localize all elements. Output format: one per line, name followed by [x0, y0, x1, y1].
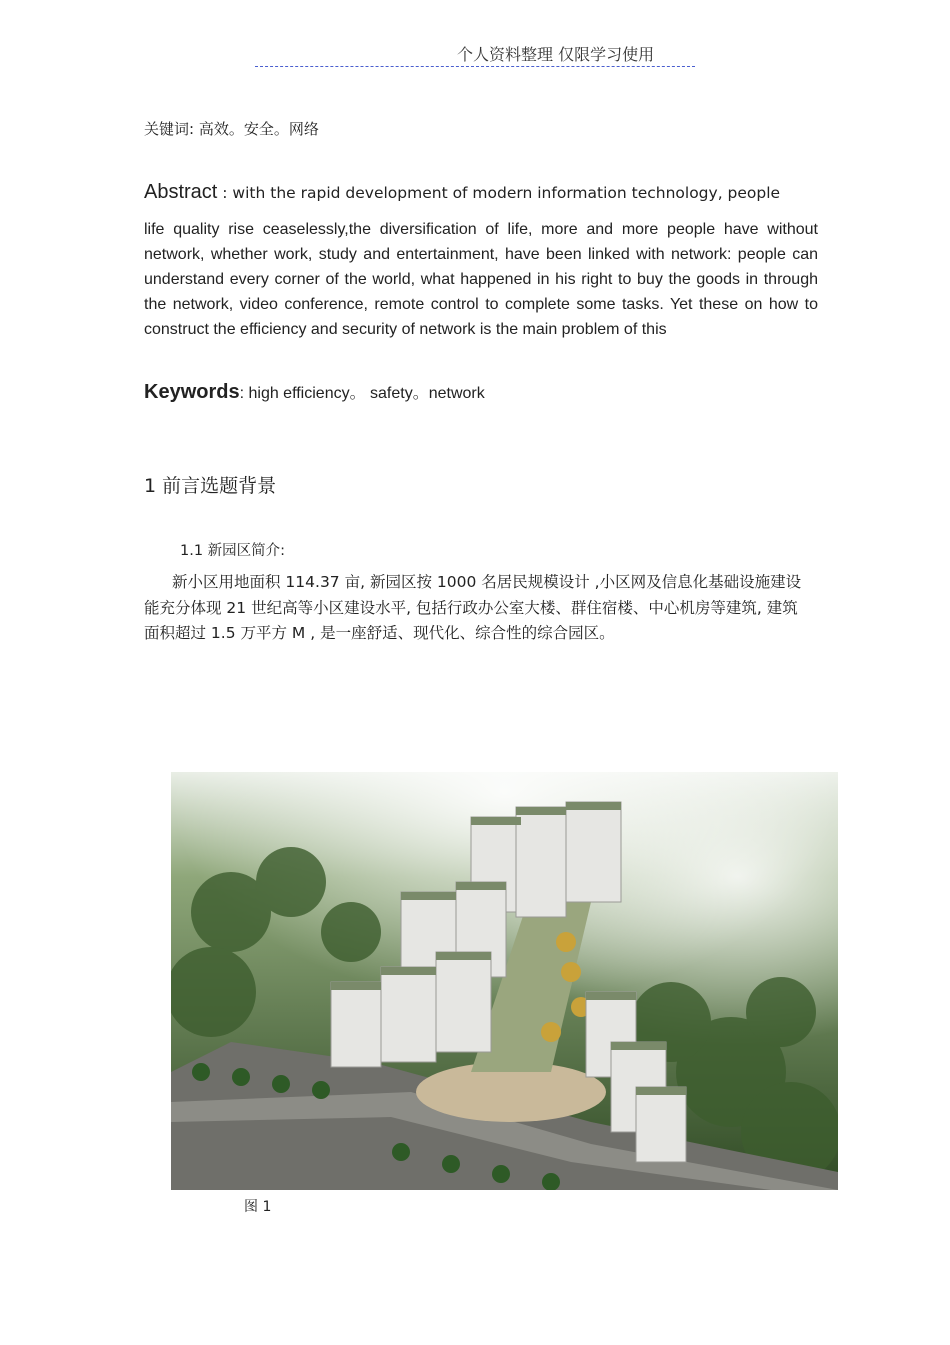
keywords-label: Keywords [144, 381, 240, 403]
page-header [255, 40, 695, 67]
figure-caption: 图 1 [244, 1199, 272, 1215]
keywords-text: : high efficiency。 safety。network [239, 385, 485, 402]
abstract-heading [144, 181, 780, 204]
english-keywords [144, 380, 485, 404]
section-1-1-paragraph [144, 570, 804, 647]
section-1-1-title: 1.1 新园区简介: [180, 543, 286, 559]
abstract-first-line: : with the rapid development of modern information technology, people [217, 184, 781, 202]
chinese-keywords: 关键词: 高效。安全。网络 [144, 120, 319, 138]
section-1-title: 1 前言选题背景 [144, 475, 277, 497]
abstract-label: Abstract [144, 181, 218, 203]
campus-aerial-image [171, 772, 838, 1190]
header-text: 个人资料整理 仅限学习使用 [457, 45, 655, 64]
abstract-body: life quality rise ceaselessly,the diversification of life, more and more people have without network, whether work, study and entertainment, have been linked with network: people can understand every corner of the world, what happened in his right to buy the goods in through the network, video conference, remote control to complete some tasks. Yet these on how to construct the efficiency and security of network is the main problem of this [144, 221, 818, 338]
aerial-illustration [171, 772, 838, 1190]
paragraph-text: 新小区用地面积 114.37 亩, 新园区按 1000 名居民规模设计 ,小区网及信息化基础设施建设能充分体现 21 世纪高等小区建设水平, 包括行政办公室大楼、群住宿楼、中心机房等建筑, 建筑面积超过 1.5 万平方 M , 是一座舒适、现代化、综合性的综合园区。 [144, 573, 802, 642]
